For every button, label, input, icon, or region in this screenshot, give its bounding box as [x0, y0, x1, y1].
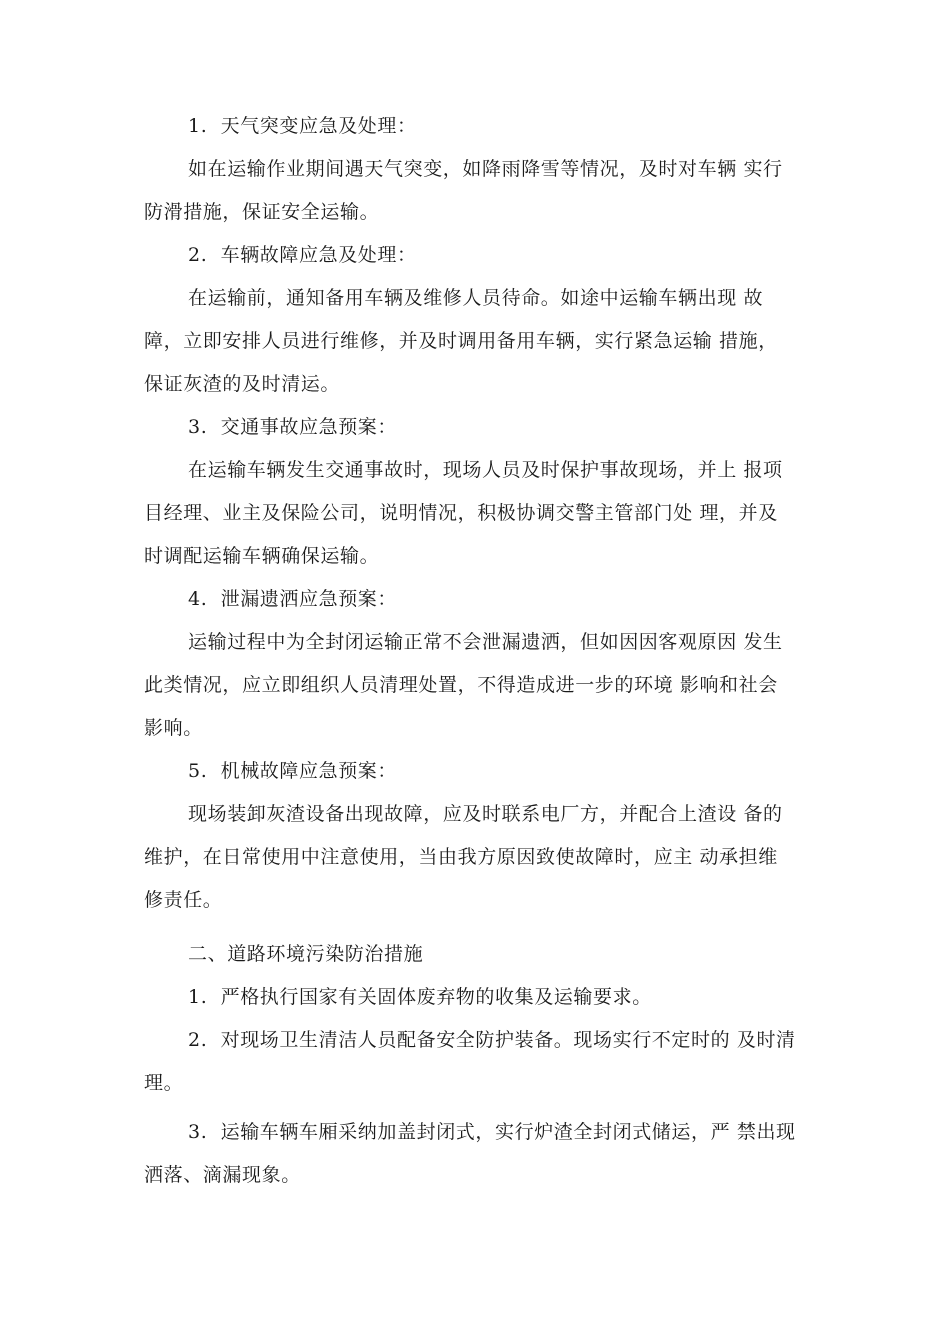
item-4-body-line-1: 运输过程中为全封闭运输正常不会泄漏遗洒，但如因因客观原因 发生 [188, 631, 783, 653]
item-3-heading: 3. 交通事故应急预案： [188, 416, 398, 438]
section-2-item-2-line-1: 2. 对现场卫生清洁人员配备安全防护装备。现场实行不定时的 及时清 [188, 1029, 796, 1051]
item-1-body-line-1: 如在运输作业期间遇天气突变，如降雨降雪等情况，及时对车辆 实行 [188, 158, 783, 180]
item-1-body-line-2: 防滑措施，保证安全运输。 [144, 201, 380, 223]
item-3-body-line-3: 时调配运输车辆确保运输。 [144, 545, 380, 567]
item-5-body-line-2: 维护，在日常使用中注意使用，当由我方原因致使故障时，应主 动承担维 [144, 846, 778, 868]
section-2-item-3-line-1: 3. 运输车辆车厢采纳加盖封闭式，实行炉渣全封闭式储运，严 禁出现 [188, 1121, 796, 1143]
item-4-body-line-2: 此类情况，应立即组织人员清理处置，不得造成进一步的环境 影响和社会 [144, 674, 778, 696]
item-2-body-line-2: 障，立即安排人员进行维修，并及时调用备用车辆，实行紧急运输 措施， [144, 330, 778, 352]
item-3-body-line-2: 目经理、业主及保险公司，说明情况，积极协调交警主管部门处 理，并及 [144, 502, 778, 524]
item-5-heading: 5. 机械故障应急预案： [188, 760, 398, 782]
item-4-body-line-3: 影响。 [144, 717, 203, 739]
section-2-item-3-line-2: 洒落、滴漏现象。 [144, 1164, 301, 1186]
item-2-body-line-1: 在运输前，通知备用车辆及维修人员待命。如途中运输车辆出现 故 [188, 287, 764, 309]
section-2-item-2-line-2: 理。 [144, 1072, 184, 1094]
item-2-body-line-3: 保证灰渣的及时清运。 [144, 373, 341, 395]
item-4-heading: 4. 泄漏遗洒应急预案： [188, 588, 398, 610]
section-2-heading: 二、道路环境污染防治措施 [188, 943, 424, 965]
item-3-body-line-1: 在运输车辆发生交通事故时，现场人员及时保护事故现场，并上 报项 [188, 459, 783, 481]
item-5-body-line-1: 现场装卸灰渣设备出现故障，应及时联系电厂方，并配合上渣设 备的 [188, 803, 783, 825]
section-2-item-1: 1. 严格执行国家有关固体废弃物的收集及运输要求。 [188, 986, 652, 1008]
item-2-heading: 2. 车辆故障应急及处理： [188, 244, 417, 266]
item-5-body-line-3: 修责任。 [144, 889, 223, 911]
item-1-heading: 1. 天气突变应急及处理： [188, 115, 417, 137]
